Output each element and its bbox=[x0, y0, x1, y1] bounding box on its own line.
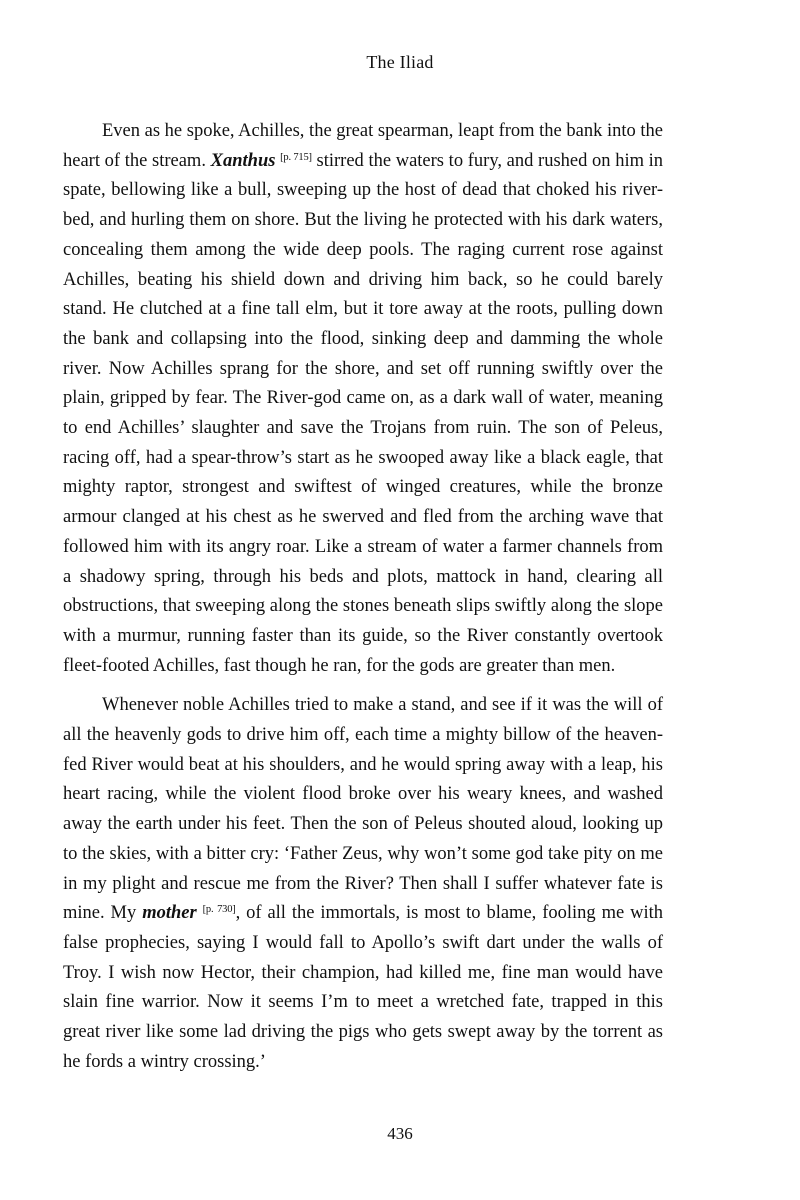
paragraph-1-text-end: stirred the waters to fury, and rushed on him in spate, bellowing like a bull, sweeping up the host of dead that choked his river-bed, and hurling them on shore. But the living he protected with his dark waters, concealing them among the wide deep pools. The raging current rose against Achilles, beating his shield down and driving him back, so he could barely stand. He clutched at a fine tall elm, but it tore away at the roots, pulling down the bank and collapsing into the flood, sinking deep and damming the whole river. Now Achilles sprang for the shore, and set off running swiftly over the plain, gripped by fear. The River-god came on, as a dark wall of water, meaning to end Achilles’ slaughter and save the Trojans from ruin. The son of Peleus, racing off, had a spear-throw’s start as he swooped away like a black eagle, that mighty raptor, strongest and swiftest of winged creatures, while the bronze armour clanged at his chest as he swerved and fled from the arching wave that followed him with its angry roar. Like a stream of water a farmer channels from a shadowy spring, through his beds and plots, mattock in hand, clearing all obstructions, that sweeping along the stones beneath slips swiftly along the slope with a murmur, running faster than its guide, so the River constantly overtook fleet-footed Achilles, fast though he ran, for the gods are greater than men. bbox=[63, 150, 664, 676]
page-ref-715: [p. 715] bbox=[280, 151, 312, 163]
paragraph-2 bbox=[63, 691, 663, 1077]
paragraph-1 bbox=[63, 117, 663, 681]
mother-note-link[interactable]: mother bbox=[142, 903, 197, 924]
page-number: 436 bbox=[387, 1124, 413, 1143]
running-head-title: The Iliad bbox=[366, 52, 434, 72]
xanthus-note-link[interactable]: Xanthus bbox=[210, 150, 276, 171]
body-text bbox=[63, 117, 663, 1078]
paragraph-2-text-start: Whenever noble Achilles tried to make a stand, and see if it was the will of all the heavenly gods to drive him off, each time a mighty billow of the heaven-fed River would beat at his shoulders, and he would spring away with a leap, his heart racing, while the violent flood broke over his weary knees, and washed away the earth under his feet. Then the son of Peleus shouted aloud, looking up to the skies, with a bitter cry: ‘Father Zeus, why won’t some god take pity on me in my plight and rescue me from the River? Then shall I suffer whatever fate is mine. My bbox=[63, 695, 663, 924]
paragraph-2-text-end: , of all the immortals, is most to blame, fooling me with false prophecies, saying I would fall to Apollo’s swift dart under the walls of Troy. I wish now Hector, their champion, had killed me, fine man would have slain fine warrior. Now it seems I’m to meet a wretched fate, trapped in this great river like some lad driving the pigs who gets swept away by the torrent as he fords a wintry crossing.’ bbox=[63, 903, 664, 1072]
page-ref-730: [p. 730] bbox=[202, 904, 236, 916]
paragraph-1-text-start: Even as he spoke, Achilles, the great spearman, leapt from the bank into the heart of the stream. bbox=[63, 121, 663, 171]
